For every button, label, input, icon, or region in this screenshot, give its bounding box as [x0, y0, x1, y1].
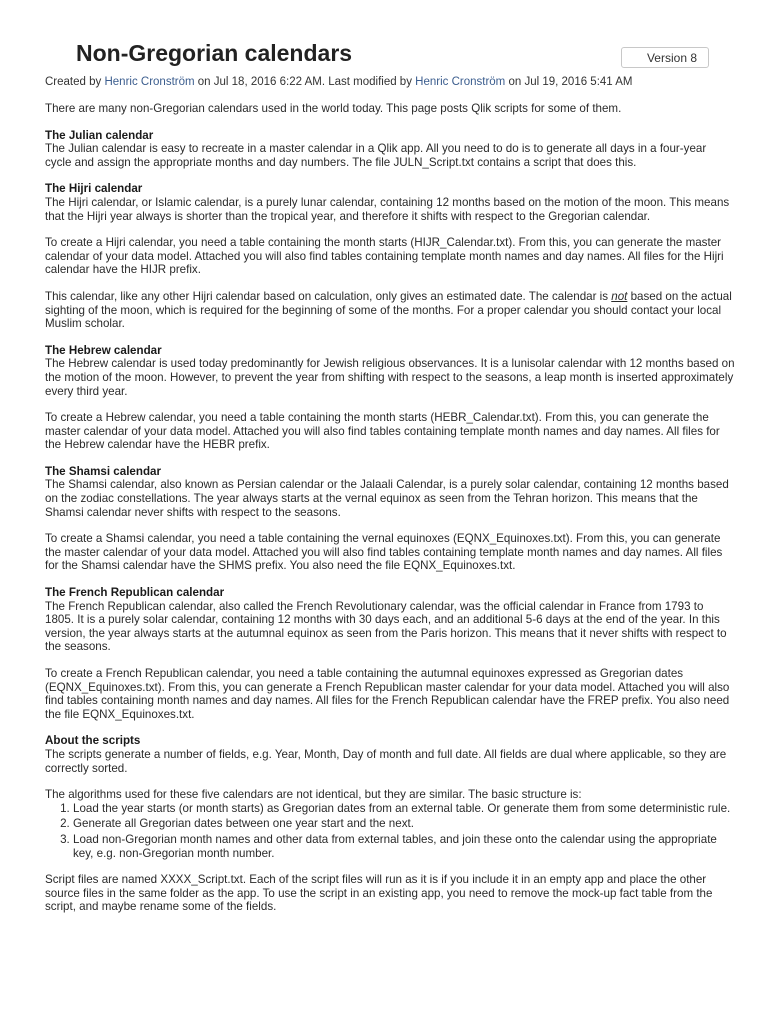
french-paragraph-2: To create a French Republican calendar, you need a table containing the autumnal equinoxes expressed as Gregorian dates (EQNX_Equinoxes.txt). From this, you can generate a French Republican master calendar for your data model. Attached you will also find tables containing month names and day names. All files for the French Republican calendar have the FREP prefix. You also need the file EQNX_Equinoxes.txt.: [45, 667, 730, 721]
julian-heading: The Julian calendar: [45, 128, 154, 142]
shamsi-heading: The Shamsi calendar: [45, 464, 161, 478]
version-button[interactable]: Version 8: [621, 47, 709, 68]
list-item: 3. Load non-Gregorian month names and other data from external tables, and join these onto the calendar using the appropriate key, e.g. non-Gregorian month number.: [73, 833, 735, 860]
about-paragraph-1: The scripts generate a number of fields, e.g. Year, Month, Day of month and full date. All fields are dual where applicable, so they are correctly sorted.: [45, 747, 727, 775]
hijri-paragraph-3: [45, 290, 735, 331]
about-paragraph-3: Script files are named XXXX_Script.txt. Each of the script files will run as it is if you include it in an empty app and place the other source files in the same folder as the app. To use the script in an existing app, you need to remove the mock-up fact table from the script, and maybe rename some of the fields.: [45, 873, 713, 914]
hijri-p3-start: This calendar, like any other Hijri calendar based on calculation, only gives an estimated date. The calendar is: [45, 289, 612, 303]
hijri-heading: The Hijri calendar: [45, 182, 143, 196]
french-paragraph-1: The French Republican calendar, also called the French Revolutionary calendar, was the official calendar in France from 1793 to 1805. It is a purely solar calendar, containing 12 months with 30 days each, and an additional 5-6 days at the end of the year. In this version, the year always starts at the autumnal equinox as seen from the Paris horizon. This means that it never shifts with respect to the seasons.: [45, 599, 727, 654]
created-date: on Jul 18, 2016 6:22 AM. Last modified by: [197, 76, 412, 88]
hebrew-paragraph-1: The Hebrew calendar is used today predominantly for Jewish religious observances. It is a lunisolar calendar with 12 months based on the motion of the moon. However, to prevent the year from shifting with respect to the seasons, a leap month is inserted approximately every third year.: [45, 357, 735, 398]
shamsi-paragraph-1: The Shamsi calendar, also known as Persian calendar or the Jalaali Calendar, is a purely solar calendar, containing 12 months based on the zodiac constellations. The year always starts at the vernal equinox as seen from the Tehran horizon. This means that the Shamsi calendar never shifts with respect to the seasons.: [45, 478, 729, 519]
hijri-paragraph-1: The Hijri calendar, or Islamic calendar, is a purely lunar calendar, containing 12 months based on the motion of the moon. This means that the Hijri year always is shorter than the tropical year, and therefore it shifts with respect to the Gregorian calendar.: [45, 195, 730, 223]
document-body: [45, 102, 735, 927]
page-title: Non-Gregorian calendars: [76, 40, 353, 66]
steps-list: [45, 802, 735, 860]
list-item: 2. Generate all Gregorian dates between one year start and the next.: [73, 817, 735, 831]
modified-by-user-link[interactable]: Henric Cronström: [415, 76, 506, 88]
about-paragraph-2: The algorithms used for these five calendars are not identical, but they are similar. The basic structure is:: [45, 788, 582, 802]
created-by-user-link[interactable]: Henric Cronström: [104, 76, 195, 88]
hijri-p3-end: based on the actual sighting of the moon, which is required for the beginning of some of the months. For a proper calendar you should contact your local Muslim scholar.: [45, 289, 732, 331]
french-heading: The French Republican calendar: [45, 586, 225, 600]
shamsi-paragraph-2: To create a Shamsi calendar, you need a table containing the vernal equinoxes (EQNX_Equinoxes.txt). From this, you can generate the master calendar of your data model. Attached you will also find tables containing template month names and day names. All files for the Shamsi calendar have the SHMS prefix. You also need the file EQNX_Equinoxes.txt.: [45, 532, 723, 573]
document-metadata: [45, 76, 755, 88]
hebrew-heading: The Hebrew calendar: [45, 343, 162, 357]
about-heading: About the scripts: [45, 734, 141, 748]
list-item: 1. Load the year starts (or month starts) as Gregorian dates from an external table. Or generate them from some deterministic rule.: [73, 802, 735, 816]
hebrew-paragraph-2: To create a Hebrew calendar, you need a table containing the month starts (HEBR_Calendar.txt). From this, you can generate the master calendar of your data model. Attached you will also find tables containing template month names and day names. All files for the Hebrew calendar have the HEBR prefix.: [45, 411, 720, 452]
hijri-paragraph-2: To create a Hijri calendar, you need a table containing the month starts (HIJR_Calendar.txt). From this, you can generate the master calendar of your data model. Attached you will also find tables containing template month names and day names. All files for the Hijri calendar have the HIJR prefix.: [45, 236, 724, 277]
created-by-label: Created by: [45, 76, 102, 88]
modified-date: on Jul 19, 2016 5:41 AM: [508, 76, 633, 88]
intro-paragraph: There are many non-Gregorian calendars used in the world today. This page posts Qlik scripts for some of them.: [45, 102, 622, 115]
hijri-p3-emphasis: not: [611, 289, 628, 303]
julian-paragraph: The Julian calendar is easy to recreate in a master calendar in a Qlik app. All you need to do is to generate all days in a four-year cycle and assign the appropriate months and day numbers. The file JULN_Script.txt contains a script that does this.: [45, 142, 707, 169]
